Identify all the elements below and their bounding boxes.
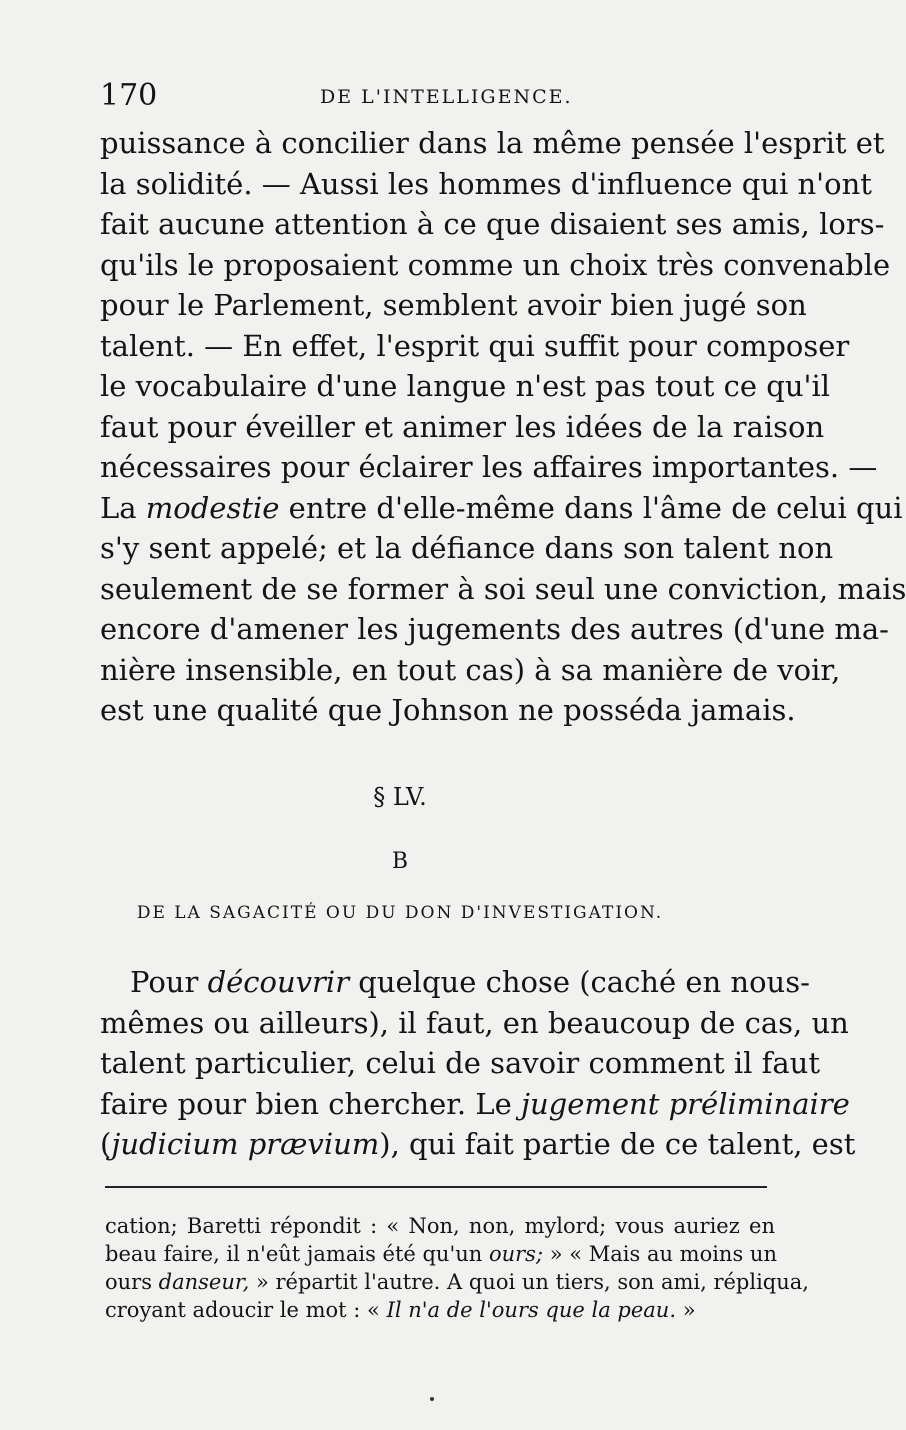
italic-word: ours; [488, 1242, 544, 1266]
text-line [100, 1003, 849, 1044]
text-line [100, 488, 903, 529]
text-line: s'y sent appelé; et la défiance dans son talent non [100, 531, 834, 565]
italic-word: découvrir [207, 965, 350, 999]
text-line: puissance à concilier dans la même pensée l'esprit et [100, 126, 885, 160]
footnote-line [105, 1212, 775, 1240]
footnote-line [105, 1296, 775, 1324]
ink-speck [430, 1397, 434, 1401]
text-span: Pour [130, 965, 208, 999]
text-line: nécessaires pour éclairer les affaires importantes. — [100, 450, 878, 484]
text-line: la solidité. — Aussi les hommes d'influence qui n'ont [100, 166, 872, 201]
italic-word: danseur, [158, 1270, 250, 1294]
text-line: fait aucune attention à ce que disaient ses amis, lors- [100, 207, 885, 241]
italic-word: Il n'a de l'ours que la peau. [386, 1298, 677, 1322]
page-header [100, 78, 770, 118]
text-line: seulement de se former à soi seul une conviction, mais [100, 571, 906, 606]
text-line: le vocabulaire d'une langue n'est pas tout ce qu'il [100, 369, 831, 403]
text-span: croyant adoucir le mot : « [105, 1298, 387, 1322]
section-title: DE LA SAGACITÉ OU DU DON D'INVESTIGATION. [136, 903, 664, 923]
section-number: § LV. [373, 783, 427, 811]
text-span: » [676, 1298, 696, 1322]
italic-word: judicium prævium [111, 1127, 380, 1161]
text-line [100, 1043, 821, 1084]
text-span: cation; Baretti répondit : « Non, non, mylord; vous auriez en [105, 1214, 775, 1238]
text-span: faire pour bien chercher. Le [100, 1086, 521, 1121]
text-span: quelque chose (caché en nous- [349, 965, 810, 999]
text-line: qu'ils le proposaient comme un choix très convenable [100, 247, 891, 282]
text-span: ( [100, 1127, 112, 1161]
text-line: nière insensible, en tout cas) à sa manière de voir, [100, 652, 841, 687]
footnote-line [105, 1268, 809, 1296]
italic-word: jugement préliminaire [521, 1086, 850, 1121]
text-span: ), qui fait partie de ce talent, est [379, 1127, 856, 1161]
text-span: beau faire, il n'eût jamais été qu'un [105, 1242, 489, 1266]
text-line: talent. — En effet, l'esprit qui suffit pour composer [100, 328, 850, 363]
text-line [100, 1124, 856, 1165]
running-head: DE L'INTELLIGENCE. [320, 86, 573, 108]
text-line [100, 962, 810, 1003]
footnote [105, 1212, 809, 1324]
text-span: ours [105, 1270, 159, 1294]
italic-word: modestie [145, 490, 280, 525]
text-span: » répartit l'autre. A quoi un tiers, son ami, répliqua, [249, 1270, 809, 1294]
paragraph-1 [100, 123, 906, 731]
text-line: est une qualité que Johnson ne posséda jamais. [100, 693, 796, 727]
footnote-line [105, 1240, 775, 1268]
paragraph-2 [100, 962, 856, 1165]
text-span: La [100, 490, 146, 525]
text-line: pour le Parlement, semblent avoir bien jugé son [100, 288, 807, 322]
text-span: mêmes ou ailleurs), il faut, en beaucoup de cas, un [100, 1005, 849, 1040]
text-span: » « Mais au moins un [543, 1242, 777, 1266]
text-line [100, 1084, 850, 1125]
section-letter: B [391, 849, 409, 874]
text-span: entre d'elle-même dans l'âme de celui qui [279, 490, 903, 525]
text-line: encore d'amener les jugements des autres (d'une ma- [100, 612, 889, 646]
text-line: faut pour éveiller et animer les idées de la raison [100, 409, 825, 444]
footnote-rule [105, 1186, 767, 1188]
page-number: 170 [100, 78, 158, 113]
text-span: talent particulier, celui de savoir comment il faut [100, 1046, 821, 1080]
